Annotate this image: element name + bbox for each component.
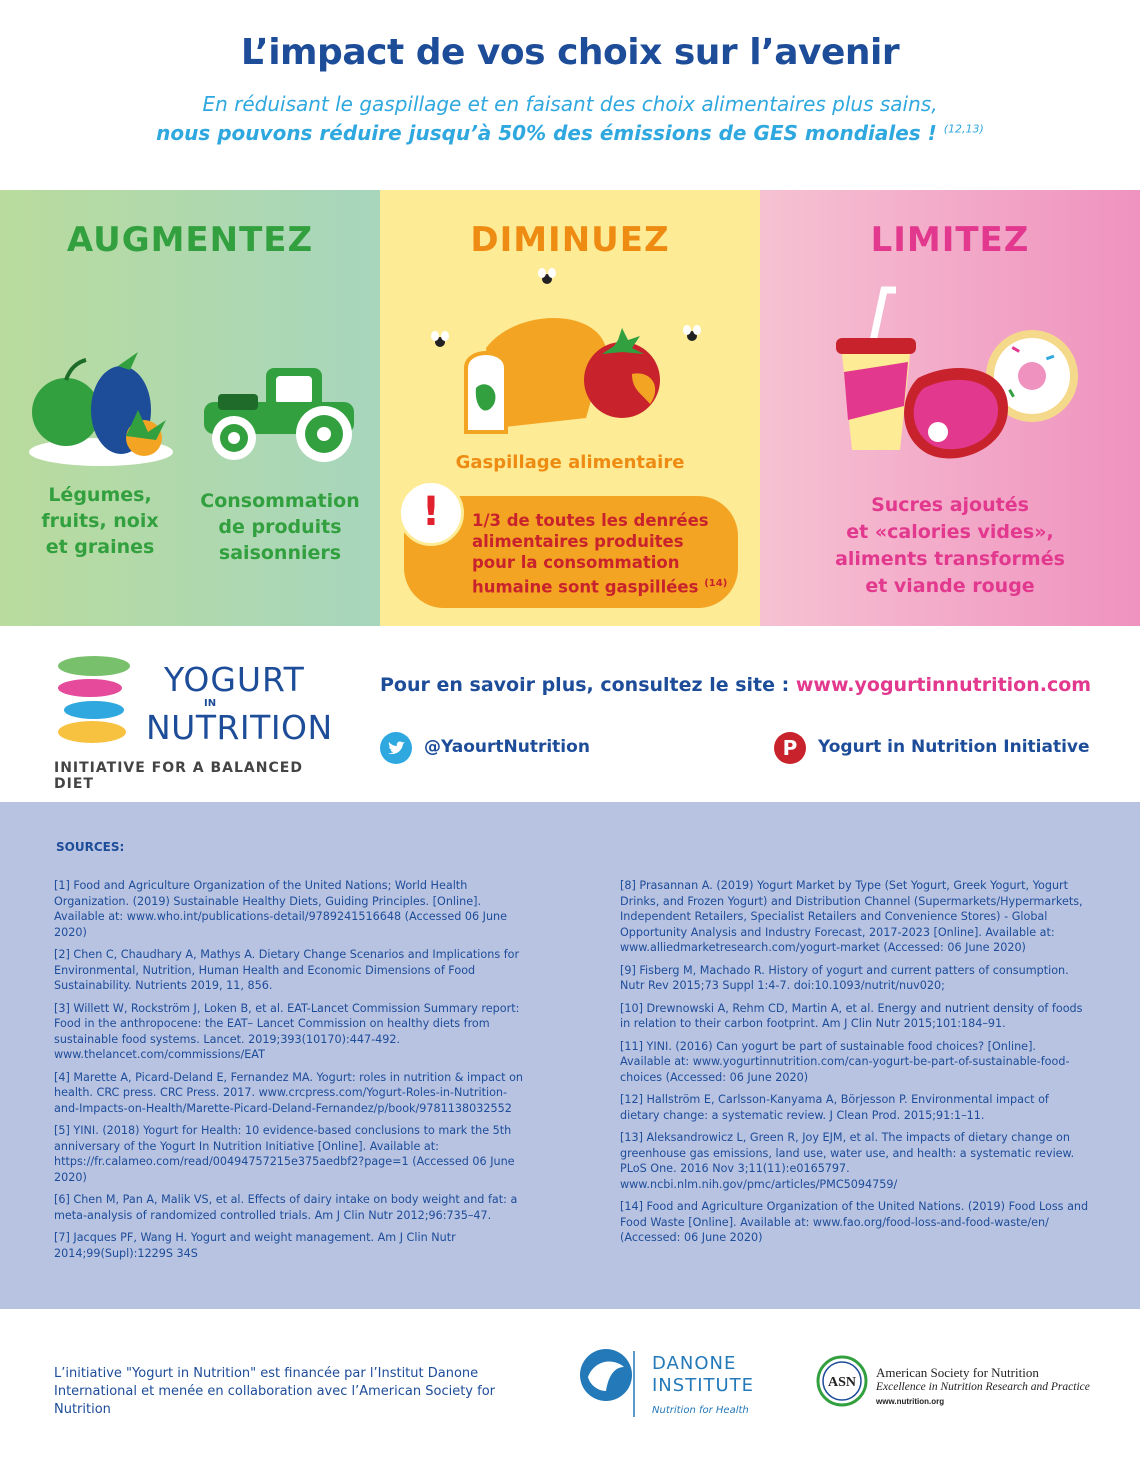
increase-item2-line: Consommation <box>200 490 360 512</box>
footer <box>0 1309 1140 1469</box>
promo-section <box>0 626 1140 802</box>
danone-word2: INSTITUTE <box>652 1375 755 1396</box>
pinterest-link[interactable] <box>774 732 1090 766</box>
increase-item1-line: Légumes, <box>48 484 152 506</box>
tractor-icon <box>196 358 366 468</box>
rotten-tomato-icon <box>578 324 668 420</box>
warning-line-last <box>472 573 732 598</box>
hero-refs: (12,13) <box>943 122 984 136</box>
asn-seal-icon <box>816 1355 868 1407</box>
visit-line <box>380 674 1091 696</box>
column-increase <box>0 190 380 626</box>
hero-subtitle-line2-text: nous pouvons réduire jusqu’à 50% des émissions de GES mondiales ! <box>156 121 937 145</box>
twitter-link[interactable] <box>380 732 640 766</box>
source-item: [1] Food and Agriculture Organization of the United Nations; World Health Organization. (2019) Sustainable Healthy Diets, Guiding Principles. [Online]. Available at: www.who.int/publications-detail/9789241516648 (Accessed 06 June 2020) <box>54 879 508 939</box>
source-item: [5] YINI. (2018) Yogurt for Health: 10 evidence-based conclusions to mark the 5th anniversary of the Yogurt In Nutrition Initiative [Online]. Available at: https://fr.calameo.com/read/00494757215e375aedbf2?page=1 (Accessed 06 June 2020) <box>54 1124 515 1184</box>
asn-abbr: ASN <box>827 1375 857 1390</box>
source-item: [9] Fisberg M, Machado R. History of yogurt and current patters of consumption. Nutr Rev 2015;73 Suppl 1:4-7. doi:10.1093/nutrit/nuv020; <box>620 963 1069 992</box>
heading-limit: LIMITEZ <box>870 220 1030 260</box>
warning-line: alimentaires produites <box>472 532 684 551</box>
sources-heading: SOURCES: <box>56 840 125 854</box>
yogurt-stack-icon <box>56 656 136 748</box>
hero <box>0 0 1140 190</box>
source-item: [10] Drewnowski A, Rehm CD, Martin A, et al. Energy and nutrient density of foods in relation to their carbon footprint. Am J Clin Nutr 2015;101:184–91. <box>620 1001 1083 1030</box>
logo-word-in: IN <box>204 698 217 709</box>
increase-item2-line: saisonniers <box>218 542 342 564</box>
fly-icon <box>680 322 704 346</box>
limit-line: et «calories vides», <box>846 521 1054 543</box>
logo-tagline: INITIATIVE FOR A BALANCED DIET <box>54 760 303 792</box>
warning-text <box>472 510 732 598</box>
funding-text: L’initiative "Yogurt in Nutrition" est financée par l’Institut Danone International et menée en collaboration avec l’American Society for Nutrition <box>54 1366 496 1417</box>
increase-item-seasonal <box>190 488 370 566</box>
heading-decrease: DIMINUEZ <box>470 220 670 260</box>
website-link[interactable]: www.yogurtinnutrition.com <box>795 674 1092 696</box>
svg-text:P: P <box>782 736 798 760</box>
limit-line: aliments transformés <box>835 548 1065 570</box>
warning-line: pour la consommation <box>472 553 680 572</box>
hero-subtitle-line2 <box>0 121 1140 145</box>
hero-subtitle-line1: En réduisant le gaspillage et en faisant des choix alimentaires plus sains, <box>202 92 938 116</box>
twitter-icon <box>380 732 412 764</box>
source-item: [12] Hallström E, Carlsson-Kanyama A, Börjesson P. Environmental impact of dietary change: a systematic review. J Clean Prod. 2015;91:1–11. <box>620 1093 1049 1122</box>
asn-url: www.nutrition.org <box>876 1397 945 1406</box>
source-item: [7] Jacques PF, Wang H. Yogurt and weight management. Am J Clin Nutr 2014;99(Supl):1229S 34S <box>54 1231 456 1260</box>
asn-tagline: Excellence in Nutrition Research and Practice <box>876 1381 1090 1393</box>
twitter-handle: @YaourtNutrition <box>424 737 590 757</box>
fly-icon <box>535 265 559 289</box>
pinterest-name: Yogurt in Nutrition Initiative <box>818 737 1090 757</box>
increase-item-vegetables <box>20 482 180 560</box>
source-item: [11] YINI. (2016) Can yogurt be part of sustainable food choices? [Online]. Available at: www.yogurtinnutrition.com/can-yogurt-be-part-of-sustainable-food-choices (Accessed: 06 June 2020) <box>620 1039 1070 1084</box>
limit-line: Sucres ajoutés <box>871 494 1029 516</box>
warning-line: humaine sont gaspillées <box>472 577 699 597</box>
sources-left-column <box>54 878 524 1268</box>
column-limit <box>760 190 1140 626</box>
food-waste-label: Gaspillage alimentaire <box>455 452 685 473</box>
source-item: [6] Chen M, Pan A, Malik VS, et al. Effects of dairy intake on body weight and fat: a meta-analysis of randomized controlled trials. Am J Clin Nutr 2012;96:735–47. <box>54 1193 518 1222</box>
limit-line: et viande rouge <box>865 575 1035 597</box>
sources-right-column <box>620 878 1090 1253</box>
fruits-vegetables-icon <box>26 340 176 470</box>
source-item: [2] Chen C, Chaudhary A, Mathys A. Dietary Change Scenarios and Implications for Environmental, Nutrition, Human Health and Economic Dimensions of Food Sustainability. Nutrients 2019, 11, 856. <box>54 948 520 992</box>
source-item: [4] Marette A, Picard-Deland E, Fernandez MA. Yogurt: roles in nutrition & impact on health. CRC press. CRC Press. 2017. www.crcpress.com/Yogurt-Roles-in-Nutrition-and-Impacts-on-Health/Marette-Picard-Deland-Fernandez/p/book/9781138032552 <box>54 1070 524 1115</box>
logo-word-nutrition: NUTRITION <box>146 708 333 747</box>
page-title: L’impact de vos choix sur l’avenir <box>240 32 900 73</box>
fly-icon <box>428 328 452 352</box>
warning-line: 1/3 de toutes les denrées <box>472 511 709 530</box>
heading-increase: AUGMENTEZ <box>66 220 314 260</box>
danone-institute-logo <box>580 1347 760 1427</box>
danone-globe-icon <box>580 1347 636 1419</box>
column-decrease <box>380 190 760 626</box>
logo-word-yogurt: YOGURT <box>164 660 305 699</box>
danone-word1: DANONE <box>652 1353 737 1374</box>
pinterest-icon <box>774 732 806 764</box>
source-item: [13] Aleksandrowicz L, Green R, Joy EJM, et al. The impacts of dietary change on greenhouse gas emissions, land use, water use, and health: a systematic review. PLoS One. 2016 Nov 3;11(11):e0165797. www.ncbi.nlm.nih.gov/pmc/articles/PMC5094759/ <box>620 1131 1075 1191</box>
visit-text: Pour en savoir plus, consultez le site : <box>380 674 796 696</box>
warning-icon: ! <box>398 480 464 546</box>
asn-name: American Society for Nutrition <box>876 1365 1039 1380</box>
danone-tagline: Nutrition for Health <box>652 1405 749 1416</box>
source-item: [8] Prasannan A. (2019) Yogurt Market by Type (Set Yogurt, Greek Yogurt, Yogurt Drinks, and Frozen Yogurt) and Distribution Channel (Supermarkets/Hypermarkets, Independent Retailers, Specialist Retailers and Convenience Stores) - Global Opportunity Analysis and Industry Forecast, 2017-2023 [Online]. Available at: www.alliedmarketresearch.com/yogurt-market (Accessed: 06 June 2020) <box>620 879 1083 954</box>
increase-item1-line: et graines <box>45 536 155 558</box>
increase-item1-line: fruits, noix <box>41 510 159 532</box>
yogurt-in-nutrition-logo <box>54 656 333 792</box>
increase-item2-line: de produits <box>218 516 342 538</box>
asn-logo <box>816 1353 1116 1423</box>
sources-section <box>0 802 1140 1309</box>
limit-items <box>800 492 1100 600</box>
source-item: [3] Willett W, Rockström J, Loken B, et al. EAT-Lancet Commission Summary report: Food in the anthropocene: the EAT– Lancet Commission on healthy diets from sustainable food systems. Lancet. 2019;393(10170):447-492. www.thelancet.com/commissions/EAT <box>54 1001 520 1061</box>
meat-icon <box>898 358 1018 468</box>
source-item: [14] Food and Agriculture Organization of the United Nations. (2019) Food Loss and Food Waste [Online]. Available at: www.fao.org/food-loss-and-food-waste/en/ (Accessed: 06 June 2020) <box>620 1200 1089 1244</box>
warning-ref: (14) <box>704 578 728 589</box>
